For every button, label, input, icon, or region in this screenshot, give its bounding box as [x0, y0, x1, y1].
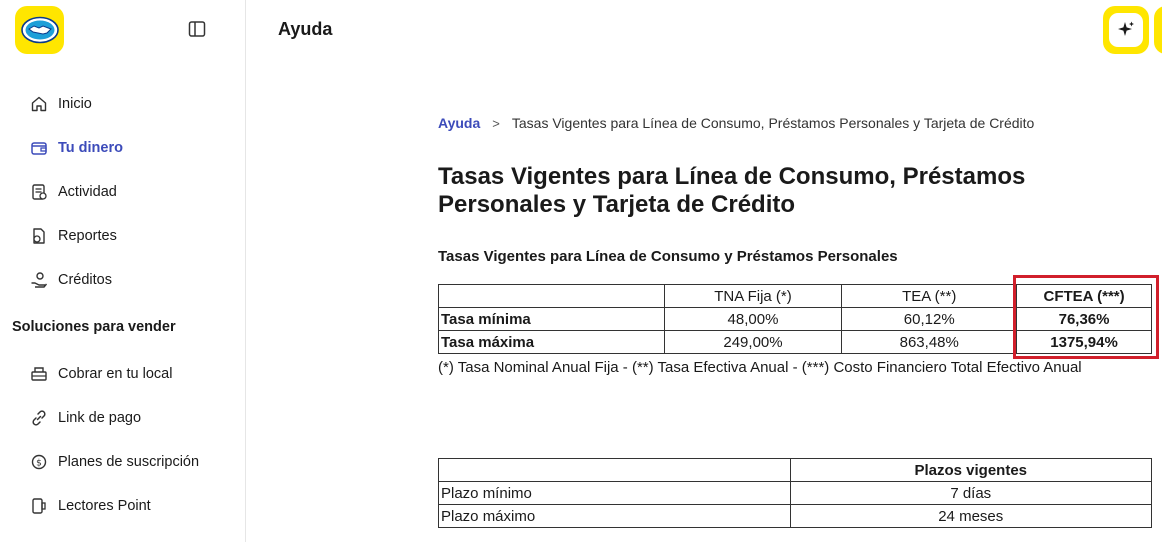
table-cell: 863,48% [842, 331, 1017, 354]
activity-icon [30, 183, 48, 201]
table-header-row [439, 459, 1152, 482]
sidebar-item-lectores-point[interactable] [30, 493, 151, 519]
sidebar-item-label: Link de pago [58, 410, 142, 426]
table-header-cell: CFTEA (***) [1017, 285, 1152, 308]
subscription-icon [30, 453, 48, 471]
row-label: Plazo mínimo [439, 482, 791, 505]
rates-footnote: (*) Tasa Nominal Anual Fija - (**) Tasa Efectiva Anual - (***) Costo Financiero Total Efectivo Anual [438, 359, 1082, 376]
table-cell: 1375,94% [1017, 331, 1152, 354]
rates-table [438, 284, 1152, 354]
table-row [439, 308, 1152, 331]
table-header-row [439, 285, 1152, 308]
sidebar-item-label: Lectores Point [58, 498, 151, 514]
home-icon [30, 95, 48, 113]
table-header-cell: TNA Fija (*) [664, 285, 842, 308]
table-row [439, 505, 1152, 528]
table-header-cell: TEA (**) [842, 285, 1017, 308]
row-label: Plazo máximo [439, 505, 791, 528]
table-cell: 24 meses [790, 505, 1152, 528]
sidebar-item-link-de-pago[interactable] [30, 405, 141, 431]
breadcrumb-separator: > [492, 115, 500, 131]
sidebar-item-creditos[interactable] [30, 267, 112, 293]
sidebar-item-planes-de-suscripcion[interactable] [30, 449, 199, 475]
terms-table [438, 458, 1152, 528]
header-secondary-button[interactable] [1154, 6, 1162, 54]
sidebar-toggle-button[interactable] [187, 19, 207, 39]
page-title: Tasas Vigentes para Línea de Consumo, Préstamos Personales y Tarjeta de Crédito [438, 163, 1026, 218]
sidebar-item-label: Actividad [58, 184, 117, 200]
sidebar-item-inicio[interactable] [30, 91, 92, 117]
sidebar-item-tu-dinero[interactable] [30, 135, 123, 161]
assistant-button[interactable] [1103, 6, 1149, 54]
point-reader-icon [30, 497, 48, 515]
store-icon [30, 365, 48, 383]
table-row [439, 331, 1152, 354]
table-header-cell [439, 459, 791, 482]
svg-text:$: $ [36, 458, 42, 469]
assistant-button-inner [1109, 13, 1143, 47]
sparkle-icon [1116, 20, 1136, 40]
table-header-cell [439, 285, 665, 308]
sidebar-item-actividad[interactable] [30, 179, 117, 205]
reports-icon [30, 227, 48, 245]
breadcrumb-link-ayuda[interactable]: Ayuda [438, 115, 481, 131]
sidebar-item-label: Inicio [58, 96, 92, 112]
sidebar-item-label: Créditos [58, 272, 112, 288]
row-label: Tasa mínima [439, 308, 665, 331]
table-cell: 76,36% [1017, 308, 1152, 331]
sidebar-item-label: Cobrar en tu local [58, 366, 173, 382]
sidebar-panel-icon [188, 20, 206, 38]
section-subtitle: Tasas Vigentes para Línea de Consumo y Préstamos Personales [438, 248, 898, 265]
wallet-icon [30, 139, 48, 157]
table-cell: 249,00% [664, 331, 842, 354]
breadcrumb [438, 115, 1034, 131]
header-title: Ayuda [278, 19, 333, 39]
link-icon [30, 409, 48, 427]
sidebar-item-label: Reportes [58, 228, 117, 244]
row-label: Tasa máxima [439, 331, 665, 354]
mercadopago-logo[interactable] [15, 6, 64, 54]
credits-icon [30, 271, 48, 289]
sidebar-item-reportes[interactable] [30, 223, 117, 249]
table-row [439, 482, 1152, 505]
table-cell: 60,12% [842, 308, 1017, 331]
section-title-soluciones: Soluciones para vender [12, 319, 176, 335]
handshake-logo-icon [21, 16, 59, 44]
table-cell: 7 días [790, 482, 1152, 505]
sidebar [0, 0, 246, 542]
table-header-cell: Plazos vigentes [790, 459, 1152, 482]
table-cell: 48,00% [664, 308, 842, 331]
sidebar-item-cobrar-en-tu-local[interactable] [30, 361, 172, 387]
breadcrumb-current: Tasas Vigentes para Línea de Consumo, Préstamos Personales y Tarjeta de Crédito [511, 115, 1035, 131]
sidebar-item-label: Tu dinero [58, 140, 123, 156]
sidebar-item-label: Planes de suscripción [58, 454, 200, 470]
